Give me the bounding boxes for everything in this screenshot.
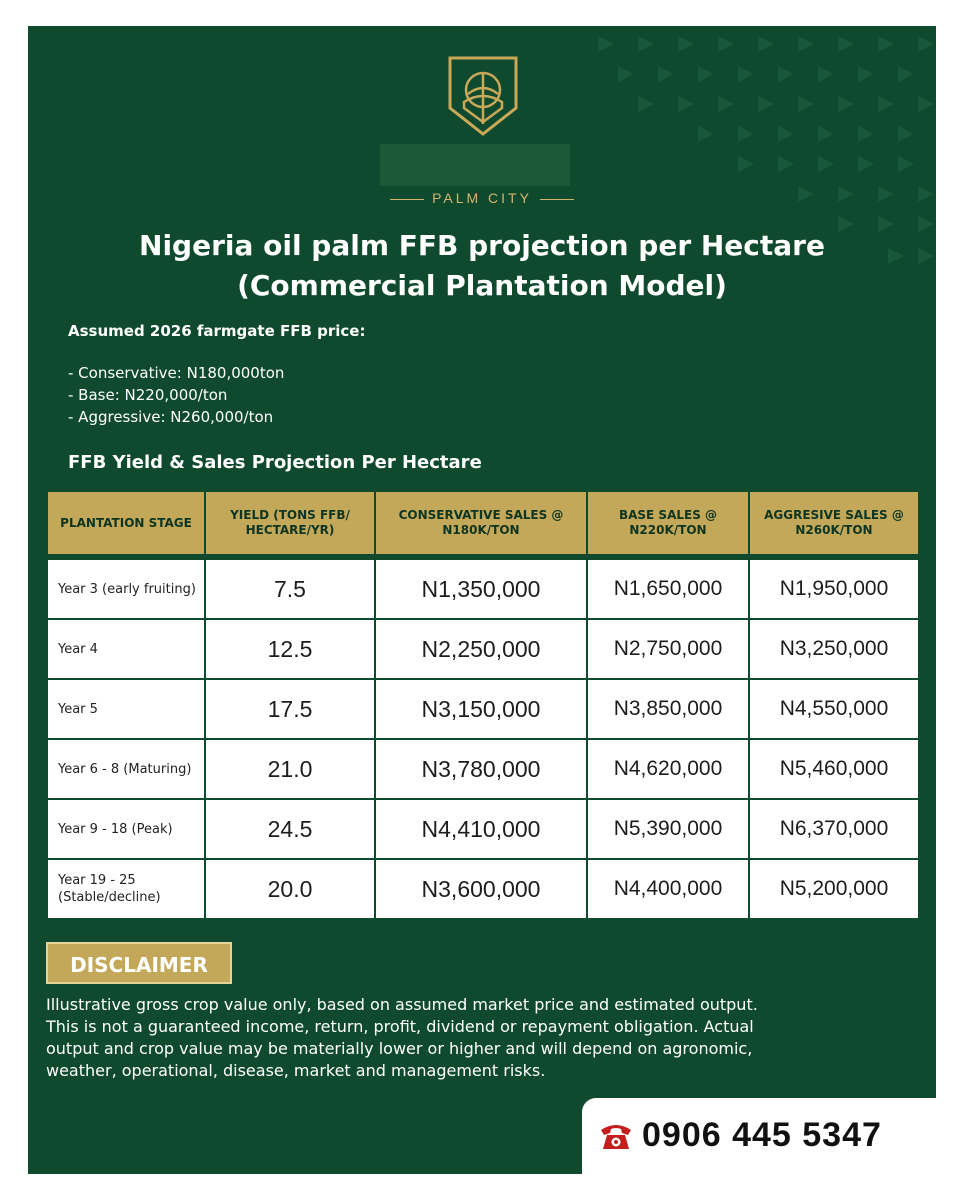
cell-yield: 21.0 <box>205 739 375 799</box>
cell-aggressive: N1,950,000 <box>749 559 919 619</box>
brand-name <box>28 190 936 206</box>
cell-yield: 12.5 <box>205 619 375 679</box>
table-row <box>47 559 919 619</box>
cell-base: N4,400,000 <box>587 859 749 919</box>
cell-stage: Year 6 - 8 (Maturing) <box>47 739 205 799</box>
table-header-row <box>47 491 919 555</box>
cell-yield: 7.5 <box>205 559 375 619</box>
cell-yield: 24.5 <box>205 799 375 859</box>
phone-number[interactable]: 0906 445 5347 <box>642 1116 882 1154</box>
cell-conservative: N3,780,000 <box>375 739 587 799</box>
cell-conservative: N3,150,000 <box>375 679 587 739</box>
telephone-icon <box>598 1120 634 1152</box>
cell-base: N1,650,000 <box>587 559 749 619</box>
table-row <box>47 619 919 679</box>
cell-stage: Year 5 <box>47 679 205 739</box>
redacted-area <box>380 144 570 186</box>
header-aggressive: AGGRESIVE SALES @ N260K/TON <box>749 491 919 555</box>
title-line-2: (Commercial Plantation Model) <box>237 269 727 302</box>
table-row <box>47 799 919 859</box>
cell-stage: Year 4 <box>47 619 205 679</box>
header-stage: PLANTATION STAGE <box>47 491 205 555</box>
contact-phone-box[interactable] <box>582 1098 936 1176</box>
header-conservative: CONSERVATIVE SALES @ N180K/TON <box>375 491 587 555</box>
table-heading: FFB Yield & Sales Projection Per Hectare <box>68 452 482 473</box>
cell-aggressive: N5,200,000 <box>749 859 919 919</box>
cell-yield: 17.5 <box>205 679 375 739</box>
cell-base: N2,750,000 <box>587 619 749 679</box>
price-list <box>68 362 284 428</box>
table-row <box>47 739 919 799</box>
cell-base: N5,390,000 <box>587 799 749 859</box>
cell-aggressive: N4,550,000 <box>749 679 919 739</box>
cell-stage: Year 19 - 25 (Stable/decline) <box>47 859 205 919</box>
disclaimer-text: Illustrative gross crop value only, based on assumed market price and estimated output. This is not a guaranteed income, return, profit, dividend or repayment obligation. Actual output and crop value may be materially lower or higher and will depend on agronomic, weather, operational, disease, market and management risks. <box>46 995 758 1080</box>
table-row <box>47 859 919 919</box>
flyer-card <box>28 26 936 1174</box>
cell-aggressive: N3,250,000 <box>749 619 919 679</box>
projection-table <box>46 490 920 920</box>
cell-aggressive: N6,370,000 <box>749 799 919 859</box>
cell-conservative: N2,250,000 <box>375 619 587 679</box>
header-base: BASE SALES @ N220K/TON <box>587 491 749 555</box>
cell-stage: Year 9 - 18 (Peak) <box>47 799 205 859</box>
price-item-base: - Base: N220,000/ton <box>68 386 228 404</box>
cell-base: N3,850,000 <box>587 679 749 739</box>
cell-conservative: N1,350,000 <box>375 559 587 619</box>
header-yield: YIELD (TONS FFB/ HECTARE/YR) <box>205 491 375 555</box>
cell-yield: 20.0 <box>205 859 375 919</box>
price-heading: Assumed 2026 farmgate FFB price: <box>68 322 366 340</box>
title-line-1: Nigeria oil palm FFB projection per Hectare <box>139 229 825 262</box>
palm-city-logo <box>446 54 520 138</box>
cell-conservative: N3,600,000 <box>375 859 587 919</box>
table-row <box>47 679 919 739</box>
price-item-conservative: - Conservative: N180,000ton <box>68 364 285 382</box>
brand-label: PALM CITY <box>432 190 532 206</box>
cell-conservative: N4,410,000 <box>375 799 587 859</box>
cell-aggressive: N5,460,000 <box>749 739 919 799</box>
disclaimer-badge: DISCLAIMER <box>46 942 232 984</box>
cell-stage: Year 3 (early fruiting) <box>47 559 205 619</box>
page-title <box>28 226 936 306</box>
price-item-aggressive: - Aggressive: N260,000/ton <box>68 408 274 426</box>
cell-base: N4,620,000 <box>587 739 749 799</box>
